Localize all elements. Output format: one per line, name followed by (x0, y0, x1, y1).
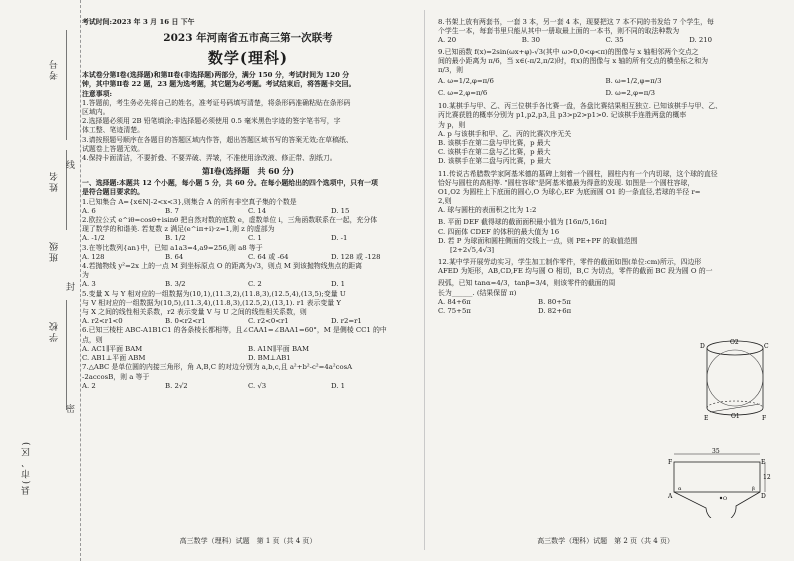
label-e: E (761, 459, 766, 466)
question-stem: 8.书架上放有两套书，一套 3 本，另一套 4 本，现要把这 7 本不同的书发给 7 个学生，每 (438, 18, 714, 26)
option-c: C. √3 (248, 381, 267, 390)
question-stem: 3.在等比数列{an}中，已知 a1a3=4,a9=256,则 a8 等于 (82, 243, 263, 252)
question-6 (82, 326, 414, 363)
question-1 (82, 198, 414, 216)
options (82, 382, 414, 391)
option-d: D. r2=r1 (331, 317, 362, 326)
section-title: 第Ⅰ卷(选择题 共 60 分) (201, 166, 294, 177)
exam-no-label: 考号 (50, 58, 60, 80)
option-c: C. 75+5π (438, 307, 471, 316)
question-stem: 11.传说古希腊数学家阿基米德的墓碑上刻着一个圆柱，圆柱内有一个内切球，这个球的直径 (438, 169, 718, 178)
section-intro: 是符合题目要求的。 (82, 188, 145, 197)
question-stem: 2.欧拉公式 e^iθ=cosθ+isinθ 把自然对数的底数 e，虚数单位 i，三角函数联系在一起，充分体 (82, 216, 378, 225)
left-page (82, 18, 414, 548)
options (438, 298, 638, 316)
question-stem: 段弧，已知 tanα=4/3，tanβ=3/4，则该零件的截面的周 (438, 278, 616, 287)
question-stem: -2accosB，则 a 等于 (82, 372, 150, 381)
subject-title: 数学(理科) (207, 49, 289, 68)
diameter-ef (710, 404, 760, 412)
fill-line (66, 300, 67, 410)
label-beta: β (752, 486, 755, 492)
notice-line: 体工整、笔迹清楚。 (82, 126, 145, 135)
option-d: D. 82+6π (538, 307, 572, 316)
rectangle-afed (674, 462, 760, 492)
dim-35: 35 (712, 448, 720, 455)
question-stem: AFED 为矩形，AB,CD,FE 均与圆 O 相切，B,C 为切点，零件的截面 BC 段为圆 O 的一 (438, 267, 713, 276)
intro-line: 钟，其中第Ⅱ卷 22 题，23 题为选考题，其它题为必考题。考试结束后，将答题卡交回。 (82, 80, 356, 89)
label-o: O (723, 496, 728, 502)
question-stem: 6.已知三棱柱 ABC-A1B1C1 的各条棱长都相等，且∠CAA1=∠BAA1=60°，M 是侧棱 CC1 的中 (82, 326, 387, 335)
question-stem: 点，则 (82, 335, 103, 344)
option-a: A. 6 (82, 206, 96, 215)
question-stem: 9.已知函数 f(x)=2sin(ωx+φ)-√3(其中 ω>0,0<φ<π)的图像与 x 轴相邻两个交点之 (438, 47, 699, 56)
option-a: A. 3 (82, 280, 96, 289)
option-a: A. r2<r1<0 (82, 317, 123, 326)
part-cross-section-figure (666, 448, 771, 518)
question-stem: 长为______. (结果保留 π) (438, 288, 517, 297)
seal-mark: 密 (66, 405, 76, 415)
option-b: B. 该棋手在第二盘与甲比赛，p 最大 (438, 139, 551, 148)
option-a: A. 20 (438, 36, 457, 45)
question-stem: 4.若抛物线 y²=2x 上的一点 M 到坐标原点 O 的距离为√3，则点 M 到该抛物线焦点的距离 (82, 262, 363, 271)
notice-line: 试题卷上答题无效。 (82, 144, 145, 153)
option-d: D. -1 (331, 234, 348, 243)
question-3 (82, 244, 414, 262)
option-a: A. 2 (82, 381, 96, 390)
option-d: D. 1 (331, 381, 346, 390)
label-o1: O1 (731, 413, 740, 420)
option-b: B. 1/2 (165, 234, 186, 243)
question-stem: 个学生一本，每套书里只能从其中一册取最上面的一本书，则不同的取法种数为 (438, 27, 680, 36)
options (438, 75, 773, 99)
label-a: A (668, 493, 673, 500)
question-11 (438, 170, 773, 256)
page-footer: 高三数学（理科）试题 第 1 页（共 4 页） (179, 537, 317, 545)
option-c: C. 35 (605, 36, 624, 45)
exam-time: 考试时间:2023 年 3 月 16 日 下午 (82, 18, 195, 26)
county-label: 县(市、区) (22, 440, 32, 496)
option-b: B. 2√2 (165, 381, 188, 390)
name-label: 姓名 (50, 170, 60, 192)
option-b: B. 64 (165, 252, 184, 261)
page-footer: 高三数学（理科）试题 第 2 页（共 4 页） (537, 537, 674, 545)
notice-line: 区域内。 (82, 108, 110, 117)
question-stem: 5.变量 X 与 Y 相对应的一组数据为(10,1),(11.3,2),(11.8,3),(12.5,4),(13,5);变量 U (82, 289, 346, 298)
option-d: D. 15 (331, 206, 350, 215)
option-d: D. ω=2,φ=π/3 (605, 89, 655, 98)
notice-line: 4.保持卡面清洁，不要折叠、不要弄破、弄皱，不准使用涂改液、修正带、刮纸刀。 (82, 154, 337, 163)
question-stem: 2,则 (438, 197, 452, 206)
question-stem: 12.某中学开展劳动实习，学生加工制作零件，零件的截面如图(单位:cm)所示，四边形 (438, 258, 702, 267)
question-stem: 10.某棋手与甲、乙、丙三位棋手各比赛一盘，各盘比赛结果相互独立. 已知该棋手与甲、乙、 (438, 102, 723, 111)
options (82, 234, 414, 243)
notice-title: 注意事项: (82, 89, 113, 98)
question-stem: 1.已知集合 A={x∈N|-2<x<3},则集合 A 的所有非空真子集的个数是 (82, 197, 297, 206)
option-b: B. A1N∥平面 BAM (248, 344, 310, 353)
binding-strip (0, 0, 81, 561)
label-d: D (700, 343, 705, 350)
option-d: D. 210 (689, 36, 713, 45)
cylinder-sphere-figure (700, 336, 770, 426)
notice-line: 1.答题前，考生务必先将自己的姓名，准考证号码填写清楚，将条形码准确粘贴在条形码 (82, 98, 351, 107)
option-b: B. ω=1/2,φ=π/3 (605, 77, 662, 86)
question-4 (82, 262, 414, 290)
label-f: F (762, 415, 767, 422)
options (82, 280, 414, 289)
question-5 (82, 290, 414, 327)
question-stem: 7.△ABC 是单位圆的内接三角形，角 A,B,C 的对边分别为 a,b,c,且 a²+b²-c²=4a²cosA (82, 363, 353, 372)
notice-line: 2.选择题必须用 2B 铅笔填涂;非选择题必须使用 0.5 毫米黑色字迹的签字笔书写，字 (82, 117, 341, 126)
option-a: A. ω=1/2,φ=π/6 (438, 77, 494, 86)
label-alpha: α (678, 486, 682, 492)
option-a: A. AC1∥平面 BAM (82, 344, 143, 353)
options (82, 253, 414, 262)
seal-mark: 封 (66, 283, 76, 293)
option-b: B. 平面 DEF 截得球的截面面积最小值为 [16π/5,16π] (438, 217, 607, 226)
label-d: D (761, 493, 766, 500)
option-d: D. 该棋手在第二盘与丙比赛，p 最大 (438, 157, 551, 166)
question-9 (438, 48, 773, 100)
question-12 (438, 258, 773, 316)
options (438, 36, 773, 45)
option-a: A. p 与该棋手和甲、乙、丙的比赛次序无关 (438, 129, 572, 138)
page-divider (424, 10, 425, 550)
option-d: D. 1 (331, 280, 346, 289)
label-e: E (704, 415, 709, 422)
option-d-range: [2+2√5,4√3] (450, 246, 495, 255)
question-stem: 丙比赛获胜的概率分别为 p1,p2,p3,且 p3>p2>p1>0. 记该棋手连胜两盘的概率 (438, 111, 687, 120)
option-a: A. 球与圆柱的表面积之比为 1:2 (438, 206, 537, 215)
options (82, 345, 414, 363)
seal-mark: 线 (66, 161, 76, 171)
option-d: D. BM⊥AB1 (248, 354, 291, 363)
label-c: C (764, 343, 769, 350)
option-c: C. 1 (248, 234, 262, 243)
question-stem: 与 X 之间的线性相关系数，r2 表示变量 V 与 U 之间的线性相关系数，则 (82, 308, 307, 317)
question-stem: 恰好与圆柱的高相等. "圆柱容球"是阿基米德最为得意的发现. 如图是一个圆柱容球， (438, 178, 695, 187)
option-c: C. 2 (248, 280, 262, 289)
intro-line: 本试卷分第Ⅰ卷(选择题)和第Ⅱ卷(非选择题)两部分，满分 150 分，考试时间为 120 分 (82, 71, 350, 80)
label-f: F (668, 459, 673, 466)
inscribed-sphere (707, 350, 763, 406)
option-b: B. 3/2 (165, 280, 186, 289)
option-b: B. 7 (165, 206, 179, 215)
option-d: D. 128 或 -128 (331, 252, 381, 261)
class-label: 班级 (50, 240, 60, 262)
options (82, 317, 414, 326)
school-label: 学校 (50, 320, 60, 342)
options (82, 207, 414, 216)
section-intro: 一、选择题:本题共 12 个小题，每小题 5 分，共 60 分。在每小题给出的四个选项中，只有一项 (82, 179, 378, 188)
question-7 (82, 363, 414, 391)
option-c: C. r2<0<r1 (248, 317, 289, 326)
notice-line: 3.请按照题号顺序在各题目的答题区域内作答，超出答题区域书写的答案无效;在草稿纸、 (82, 135, 353, 144)
question-stem: 与 V 相对应的一组数据为(10,5),(11.3,4),(11.8,3),(12.5,2),(13,1). r1 表示变量 Y (82, 298, 341, 307)
option-c: C. ω=2,φ=π/6 (438, 89, 488, 98)
option-c: C. 64 或 -64 (248, 252, 289, 261)
question-2 (82, 216, 414, 244)
question-stem: 为 (82, 271, 89, 280)
arc-bc (674, 492, 760, 518)
question-stem: O1,O2 为圆柱上下底面的圆心,O 为球心,EF 为底面圆 O1 的一条直径,若球的半径 r= (438, 188, 701, 197)
option-c: C. 该棋手在第二盘与乙比赛，p 最大 (438, 148, 551, 157)
question-10 (438, 102, 773, 166)
right-page (438, 18, 773, 548)
option-b: B. 80+5π (538, 297, 571, 306)
option-a: A. -1/2 (82, 234, 105, 243)
question-stem: 为 p，则 (438, 120, 466, 129)
option-b: B. 0<r2<r1 (165, 317, 206, 326)
dim-12: 12 (763, 474, 771, 481)
option-d: D. 若 P 为球面和圆柱侧面的交线上一点，则 PE+PF 的取值范围 (438, 236, 638, 245)
cylinder-bottom-hidden (707, 401, 763, 408)
question-stem: π/3，则 (438, 66, 464, 75)
center-o (720, 497, 722, 499)
option-c: C. 四面体 CDEF 的体积的最大值为 16 (438, 227, 560, 236)
option-a: A. 128 (82, 252, 105, 261)
fill-line (66, 30, 67, 140)
option-b: B. 30 (521, 36, 540, 45)
question-8 (438, 18, 773, 46)
option-c: C. AB1⊥平面 ABM (82, 354, 146, 363)
option-c: C. 14 (248, 206, 267, 215)
question-stem: 现了数学的和谐美. 若复数 z 满足(e^iπ+i)·z=1,则 z 的虚部为 (82, 225, 275, 234)
label-o2: O2 (730, 339, 739, 346)
question-stem: 间的最小距离为 π/6，当 x∈(-π/2,π/2)时，f(x)的图像与 x 轴的所有交点的横坐标之和为 (438, 56, 708, 65)
option-a: A. 84+6π (438, 297, 471, 306)
exam-title: 2023 年河南省五市高三第一次联考 (163, 32, 333, 45)
